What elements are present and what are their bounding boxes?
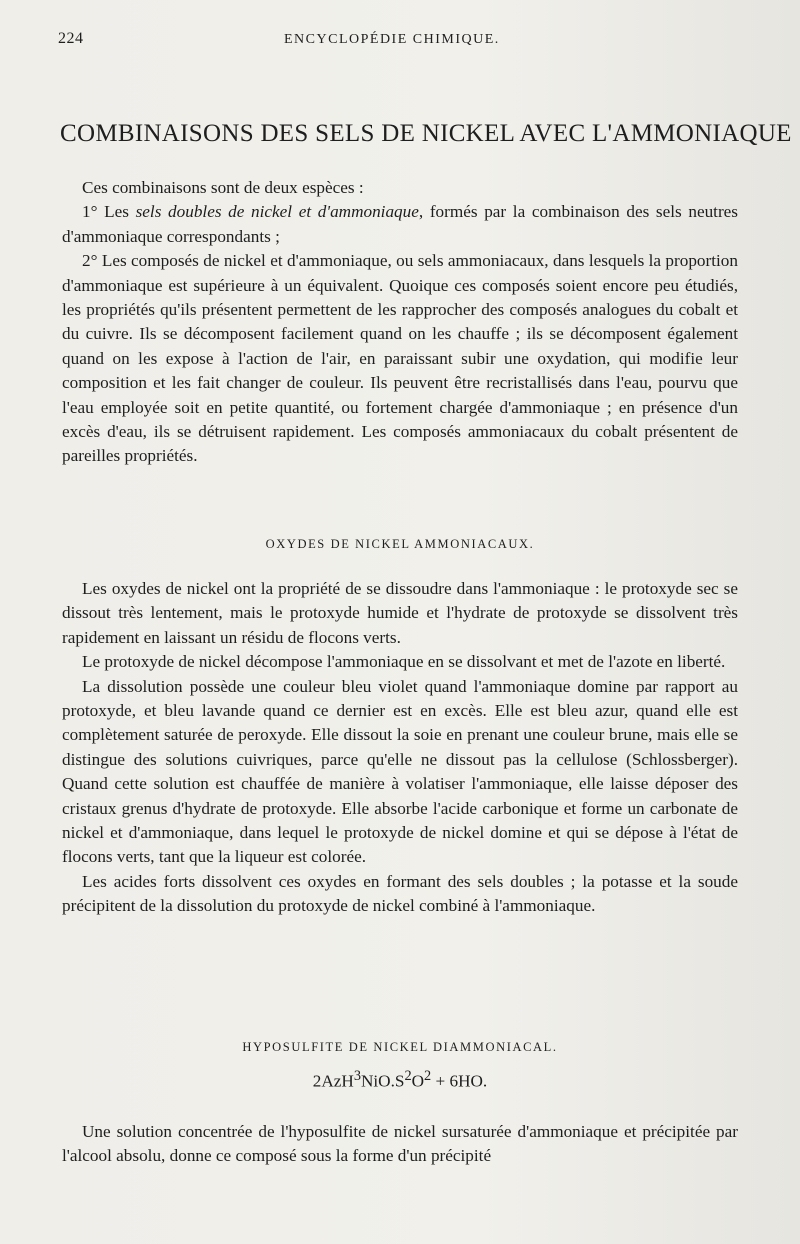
oxydes-paragraph-2: Le protoxyde de nickel décompose l'ammoniaque en se dissolvant et met de l'azote en liberté. bbox=[82, 652, 726, 672]
formula-sup-c: 2 bbox=[424, 1068, 432, 1084]
running-head bbox=[58, 30, 758, 54]
formula-part-d: + 6HO. bbox=[431, 1071, 488, 1091]
formula-sup-b: 2 bbox=[404, 1068, 412, 1084]
oxydes-paragraph-3: La dissolution possède une couleur bleu violet quand l'ammoniaque domine par rapport au protoxyde, et bleu lavande quand ce dernier est en excès. Elle est bleu azur, quand elle est complètement saturée de peroxyde. Elle dissout la soie en prenant une couleur brune, mais elle se distingue des solutions cuivriques, parce qu'elle ne dissout pas la cellulose (Schlossberger). Quand cette solution est chauffée de manière à volatiser l'ammoniaque, elle laisse déposer des cristaux grenus d'hydrate de protoxyde. Elle absorbe l'acide carbonique et forme un carbonate de nickel et d'ammoniaque, dans lequel le protoxyde de nickel domine et qui se dépose à l'état de flocons verts, tant que la liqueur est colorée. bbox=[62, 676, 738, 867]
section-heading-hyposulfite: HYPOSULFITE DE NICKEL DIAMMONIACAL. bbox=[242, 1040, 558, 1054]
formula-part-a: 2AzH bbox=[312, 1071, 354, 1091]
oxydes-section bbox=[62, 577, 738, 919]
page-number: 224 bbox=[58, 30, 84, 47]
formula-part-b: NiO.S bbox=[360, 1071, 405, 1091]
intro-paragraph-2 bbox=[62, 200, 738, 249]
intro-paragraph-1: Ces combinaisons sont de deux espèces : bbox=[82, 178, 364, 197]
hyposulfite-section bbox=[62, 1120, 738, 1169]
intro-paragraph-3: 2° Les composés de nickel et d'ammoniaque, ou sels ammoniacaux, dans lesquels la proportion d'ammoniaque est supérieure à un équivalent. Quoique ces composés soient encore peu étudiés, les propriétés qu'ils présentent permettent de les rapprocher des composés analogues du cobalt et du cuivre. Ils se décomposent facilement quand on les chauffe ; ils se décomposent également quand on les expose à l'action de l'air, en paraissant subir une oxydation, qui modifie leur composition et les fait changer de couleur. Ils peuvent être recristallisés dans l'eau, pourvu que l'eau employée soit en petite quantité, ou fortement chargée d'ammoniaque ; en présence d'un excès d'eau, ils se détruisent rapidement. Les composés ammoniacaux du cobalt présentent de pareilles propriétés. bbox=[62, 251, 738, 466]
intro-p2-italic: sels doubles de nickel et d'ammoniaque bbox=[135, 202, 419, 222]
formula-part-c: O bbox=[411, 1071, 425, 1091]
section-heading-oxydes: OXYDES DE NICKEL AMMONIACAUX. bbox=[265, 537, 535, 551]
running-title: ENCYCLOPÉDIE CHIMIQUE. bbox=[284, 32, 500, 47]
intro-section bbox=[62, 176, 738, 469]
page-title: COMBINAISONS DES SELS DE NICKEL AVEC L'AMMONIAQUE bbox=[60, 120, 792, 147]
oxydes-paragraph-1: Les oxydes de nickel ont la propriété de se dissoudre dans l'ammoniaque : le protoxyde sec se dissout très lentement, mais le protoxyde humide et l'hydrate de protoxyde se dissolvent très rapidement en laissant un résidu de flocons verts. bbox=[62, 579, 738, 647]
intro-p2-prefix: 1° Les bbox=[82, 202, 136, 222]
intro-p2-suffix: , formés par la combinaison des sels neutres d'ammoniaque correspondants ; bbox=[62, 202, 738, 246]
formula-sup-a: 3 bbox=[353, 1068, 361, 1084]
hyposulfite-paragraph-1: Une solution concentrée de l'hyposulfite de nickel sursaturée d'ammoniaque et précipitée par l'alcool absolu, donne ce composé sous la forme d'un précipité bbox=[62, 1122, 738, 1166]
oxydes-paragraph-4: Les acides forts dissolvent ces oxydes en formant des sels doubles ; la potasse et la soude précipitent de la dissolution du protoxyde de nickel combiné à l'ammoniaque. bbox=[62, 871, 738, 916]
chemical-formula bbox=[62, 1068, 738, 1092]
